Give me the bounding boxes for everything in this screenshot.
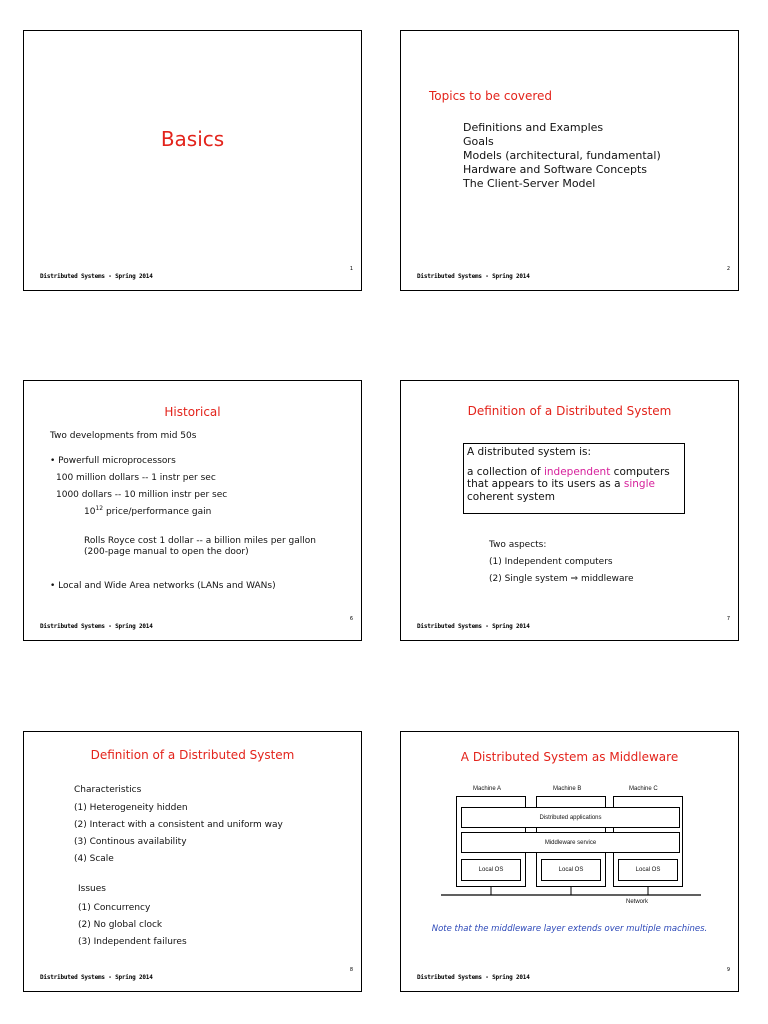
slide-definition-2 (23, 731, 362, 992)
network-lines (401, 732, 740, 993)
local-os-box: Local OS (541, 859, 601, 881)
network-label: Network (626, 899, 649, 905)
list-item: (1) Concurrency (78, 903, 151, 913)
definition-box (463, 443, 685, 514)
text: that appears to its users as a (467, 478, 624, 490)
definition-line (467, 478, 681, 491)
price-performance-line (84, 505, 211, 517)
page-number: 6 (349, 616, 353, 622)
aspects-heading: Two aspects: (489, 540, 547, 550)
list-item: (3) Independent failures (78, 937, 187, 947)
text: a collection of (467, 465, 544, 478)
page-number: 2 (726, 266, 730, 272)
aspect-item: (1) Independent computers (489, 557, 613, 567)
list-item: (2) No global clock (78, 920, 163, 930)
slide-title: Basics (160, 127, 225, 151)
definition-heading: A distributed system is: (467, 446, 592, 458)
highlight-single: single (623, 478, 655, 490)
list-item: Definitions and Examples (463, 121, 604, 134)
page-number: 1 (349, 266, 353, 272)
bullet-networks: • Local and Wide Area networks (LANs and WANs) (50, 581, 276, 591)
slide-title: Topics to be covered (429, 89, 553, 103)
middleware-service-layer: Middleware service (461, 832, 680, 853)
page-number: 8 (349, 967, 353, 973)
slide-historical (23, 380, 362, 641)
list-item: Goals (463, 135, 494, 148)
text-line: 100 million dollars -- 1 instr per sec (56, 473, 216, 483)
slide-footer: Distributed Systems - Spring 2014 (417, 974, 530, 981)
issues-heading: Issues (78, 884, 106, 894)
list-item: Models (architectural, fundamental) (463, 149, 661, 162)
bullet-microprocessors: • Powerfull microprocessors (50, 456, 176, 466)
slide-middleware (400, 731, 739, 992)
slide-title: Historical (164, 405, 221, 419)
middleware-note: Note that the middleware layer extends over multiple machines. (431, 924, 708, 934)
slide-footer: Distributed Systems - Spring 2014 (40, 974, 153, 981)
slide-footer: Distributed Systems - Spring 2014 (40, 273, 153, 280)
aspect-item: (2) Single system ⇒ middleware (489, 574, 634, 584)
list-item: (2) Interact with a consistent and uniform way (74, 820, 283, 830)
topics-list (463, 121, 661, 191)
text-base: 10 (84, 507, 96, 517)
page-number: 9 (726, 967, 730, 973)
definition-line (467, 466, 681, 479)
text-line: Rolls Royce cost 1 dollar -- a billion miles per gallon (84, 536, 316, 546)
slide-title: A Distributed System as Middleware (460, 750, 679, 764)
local-os-box: Local OS (461, 859, 521, 881)
highlight-independent: independent (543, 465, 611, 478)
intro-text: Two developments from mid 50s (50, 431, 197, 441)
definition-line: coherent system (467, 490, 555, 503)
list-item: Hardware and Software Concepts (463, 163, 648, 176)
text-line: (200-page manual to open the door) (84, 547, 249, 557)
page-number: 7 (726, 616, 730, 622)
local-os-box: Local OS (618, 859, 678, 881)
distributed-applications-layer: Distributed applications (461, 807, 680, 828)
slide-footer: Distributed Systems - Spring 2014 (40, 623, 153, 630)
slide-definition-1 (400, 380, 739, 641)
slide-footer: Distributed Systems - Spring 2014 (417, 273, 530, 280)
slide-topics (400, 30, 739, 291)
exponent: 12 (95, 505, 104, 512)
slide-footer: Distributed Systems - Spring 2014 (417, 623, 530, 630)
text-rest: price/performance gain (103, 507, 212, 517)
slide-title: Definition of a Distributed System (467, 404, 672, 418)
slide-basics (23, 30, 362, 291)
characteristics-heading: Characteristics (74, 785, 142, 795)
machine-b-label: Machine B (553, 786, 582, 792)
slide-title: Definition of a Distributed System (90, 748, 295, 762)
list-item: (4) Scale (74, 854, 114, 864)
list-item: (3) Continous availability (74, 837, 187, 847)
list-item: The Client-Server Model (463, 177, 596, 190)
text: computers (610, 465, 670, 478)
list-item: (1) Heterogeneity hidden (74, 803, 188, 813)
machine-a-label: Machine A (473, 786, 502, 792)
machine-c-label: Machine C (629, 786, 658, 792)
text-line: 1000 dollars -- 10 million instr per sec (56, 490, 228, 500)
